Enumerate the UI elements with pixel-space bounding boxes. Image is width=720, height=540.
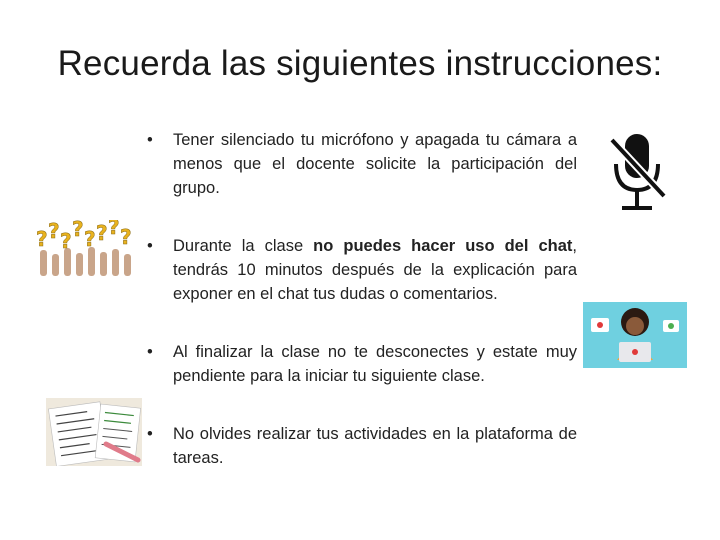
slide-title: Recuerda las siguientes instrucciones: <box>57 44 663 83</box>
instruction-text-bold: no puedes hacer uso del chat <box>313 237 573 255</box>
svg-text:?: ? <box>72 220 84 241</box>
instruction-item <box>147 422 577 470</box>
svg-text:?: ? <box>60 229 72 253</box>
instruction-item <box>147 234 577 306</box>
instruction-text-part: Durante la clase <box>173 237 314 255</box>
bullet-dot: • <box>147 237 153 255</box>
svg-text:?: ? <box>36 227 48 251</box>
instruction-text-part: , tendrás 10 minutos después de la explicación para exponer en el chat tus dudas o comentarios. <box>173 237 577 303</box>
raised-hands-question-marks-image <box>34 220 136 276</box>
bullet-dot: • <box>147 425 153 443</box>
homework-papers-image <box>46 398 142 466</box>
bullet-dot: • <box>147 131 153 149</box>
student-laptop-videocall-image <box>583 302 687 368</box>
svg-text:?: ? <box>48 220 60 243</box>
instruction-text: Al finalizar la clase no te desconectes y estate muy pendiente para la iniciar tu siguiente clase. <box>173 343 577 385</box>
svg-text:?: ? <box>120 225 132 249</box>
svg-text:?: ? <box>96 221 108 245</box>
instruction-item <box>147 128 577 200</box>
instruction-text: Tener silenciado tu micrófono y apagada tu cámara a menos que el docente solicite la participación del grupo. <box>173 131 577 197</box>
instruction-text: No olvides realizar tus actividades en la plataforma de tareas. <box>173 425 577 467</box>
svg-text:?: ? <box>84 227 96 251</box>
bullet-dot: • <box>147 343 153 361</box>
muted-microphone-icon <box>606 130 668 216</box>
svg-text:?: ? <box>108 220 120 239</box>
instruction-text <box>173 234 577 306</box>
instruction-item <box>147 340 577 388</box>
